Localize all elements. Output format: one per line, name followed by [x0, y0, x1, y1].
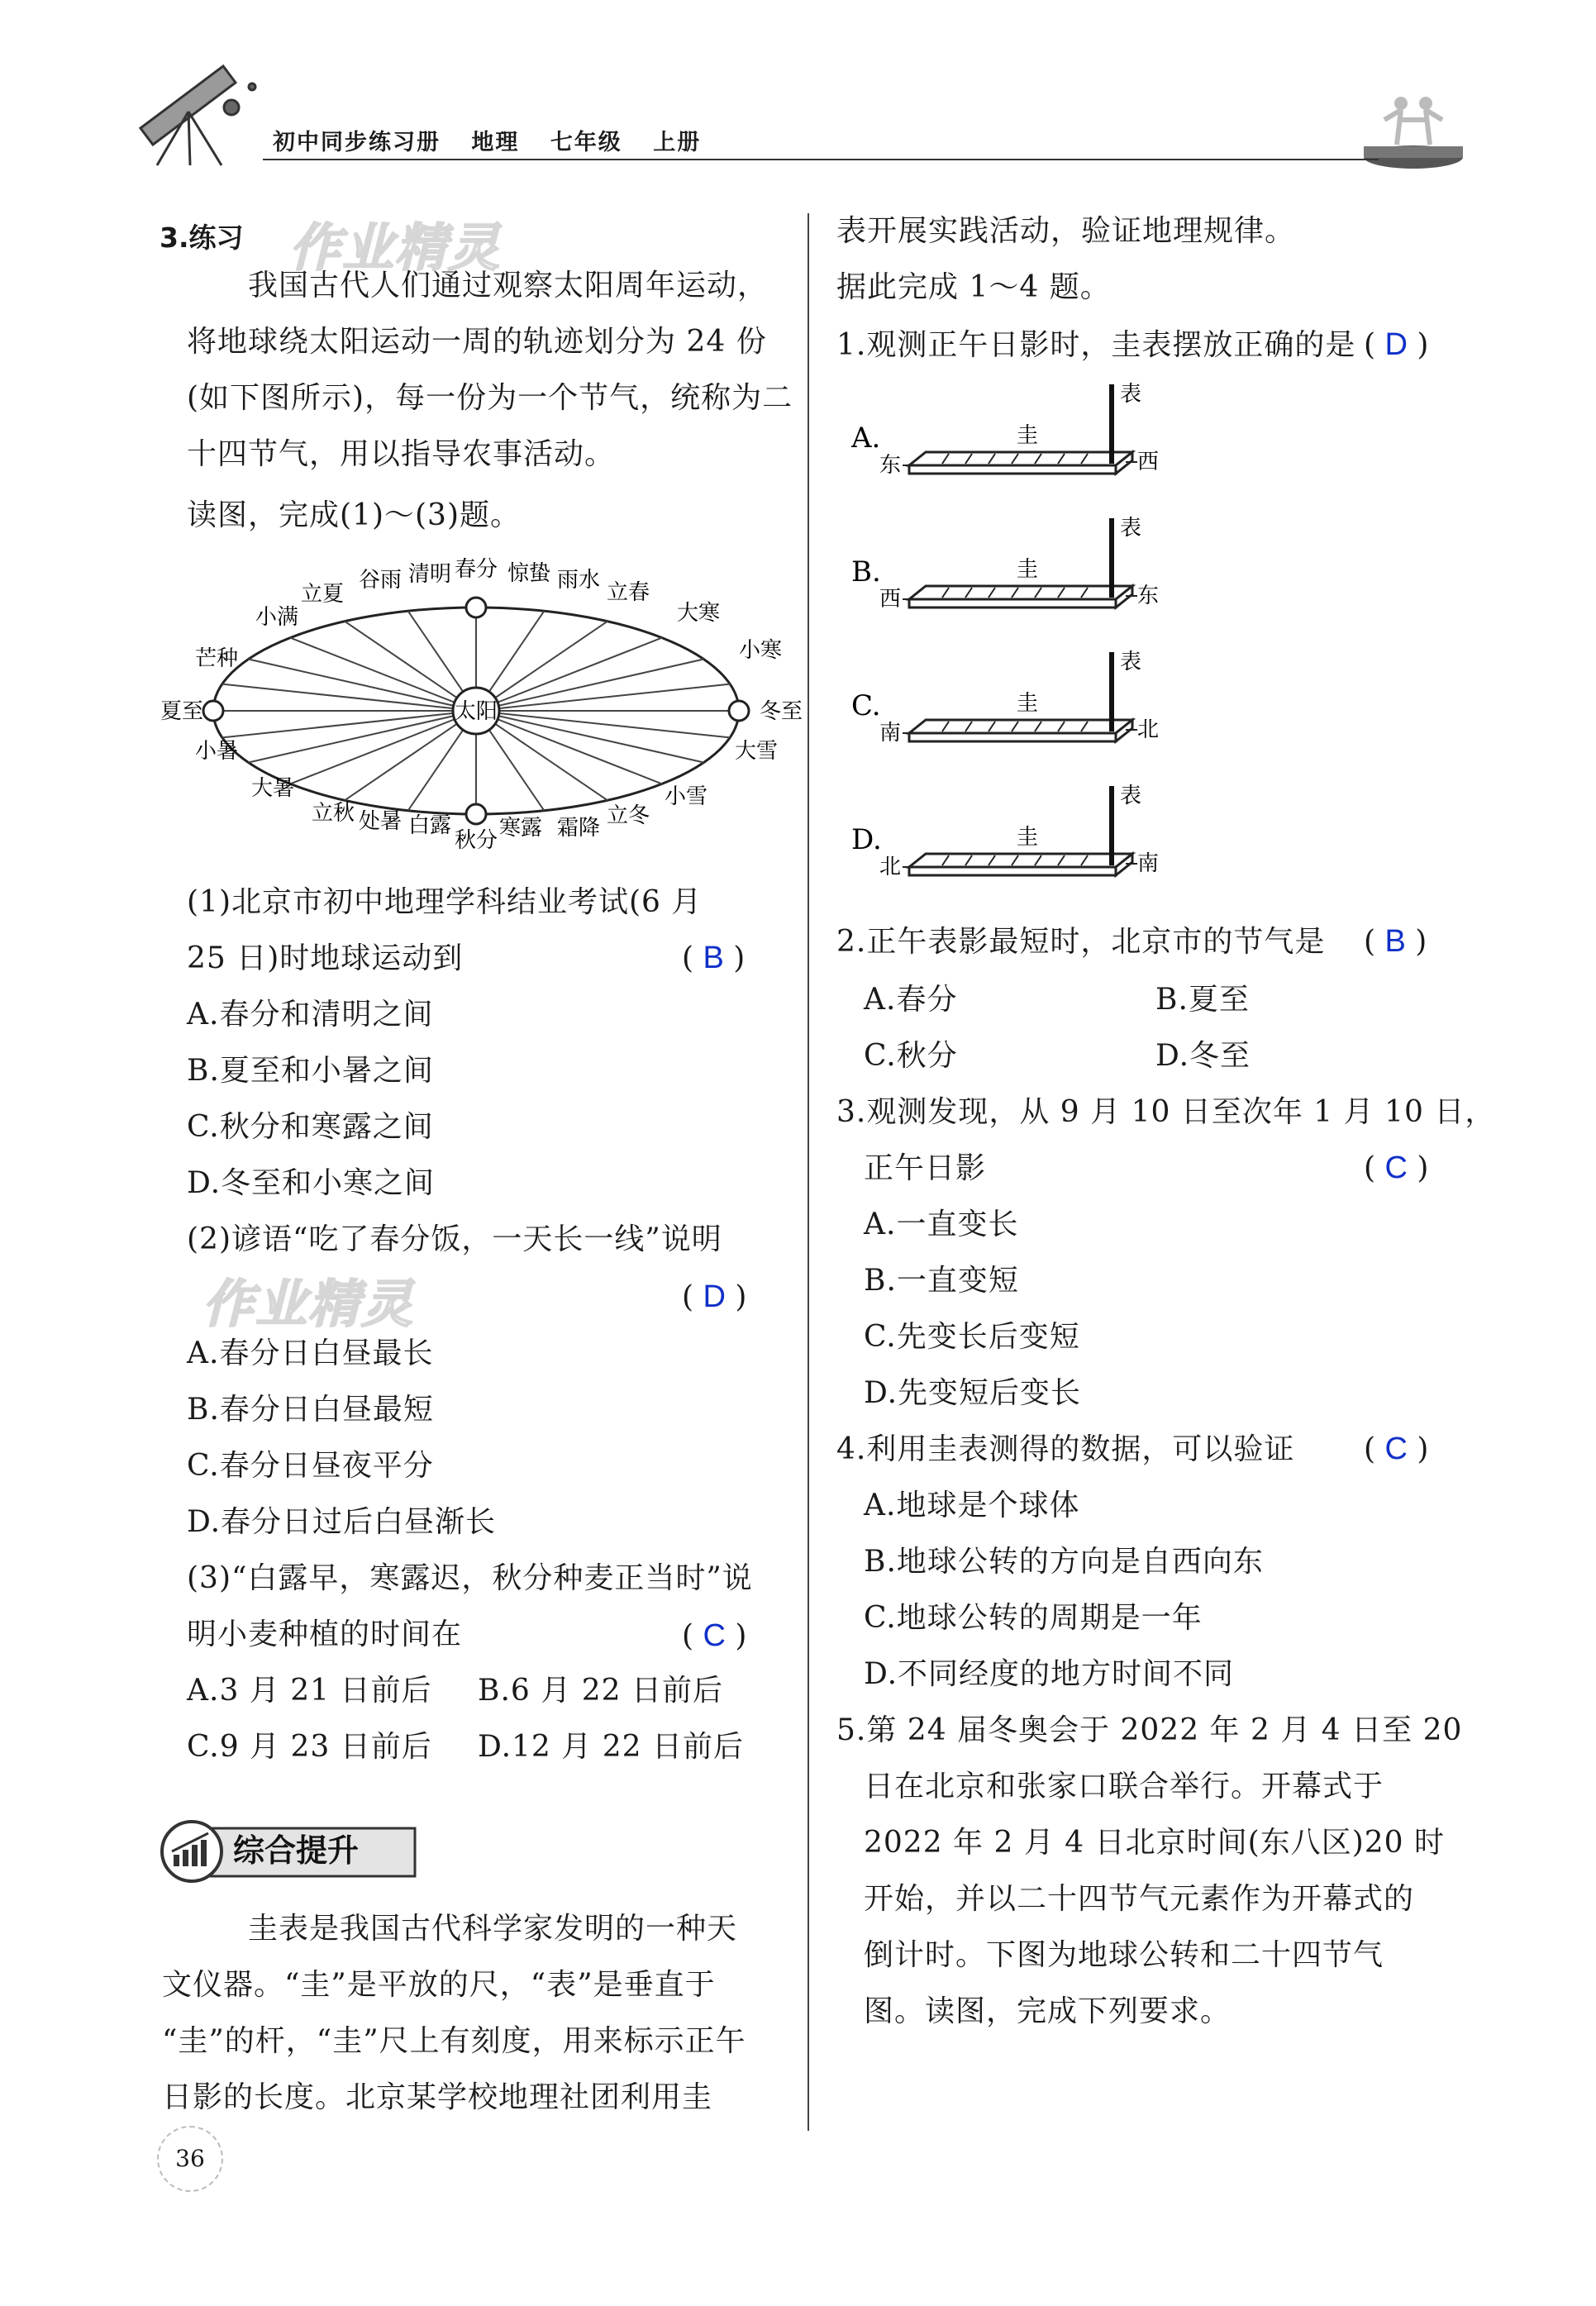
term-label: 立冬 [606, 803, 650, 828]
right-q5-line-4: 开始，并以二十四节气元素作为开幕式的 [864, 1882, 1415, 1916]
guibiao-line-2: 文仪器。“圭”是平放的尺，“表”是垂直于 [162, 1968, 716, 2002]
right-q3-option-a: A.一直变长 [864, 1208, 1019, 1241]
guibiao-line-4: 日影的长度。北京某学校地理社团利用圭 [162, 2080, 713, 2114]
left-q3-answer-paren: ( C ) [682, 1618, 747, 1653]
banner-title: 综合提升 [233, 1832, 360, 1869]
telescope-icon [141, 66, 255, 165]
left-q1-answer-paren: ( B ) [682, 941, 746, 975]
term-label: 春分 [454, 557, 498, 582]
right-q5-line-3: 2022 年 2 月 4 日北京时间(东八区)20 时 [864, 1826, 1445, 1860]
term-label: 清明 [407, 562, 452, 587]
direction-label-left: 西 [879, 587, 901, 612]
gui-label: 圭 [1017, 557, 1039, 582]
right-q3-option-c: C.先变长后变短 [864, 1320, 1080, 1354]
right-cont-line-1: 表开展实践活动，验证地理规律。 [836, 214, 1296, 248]
solar-terms-diagram [157, 554, 810, 868]
page-number: 36 [157, 2126, 223, 2192]
term-label: 霜降 [556, 816, 601, 841]
biao-label: 表 [1120, 382, 1142, 407]
gui-label: 圭 [1017, 691, 1039, 716]
term-label: 小寒 [738, 638, 783, 663]
term-label: 小暑 [194, 739, 239, 764]
setup-letter: D. [851, 823, 882, 856]
term-label: 大雪 [734, 739, 779, 764]
right-q3-line-2: 正午日影 [864, 1151, 987, 1185]
gui-plank-side [909, 733, 1116, 741]
right-q4-stem: 4.利用圭表测得的数据，可以验证 [836, 1432, 1295, 1466]
biao-label: 表 [1120, 784, 1142, 808]
setup-letter: C. [851, 689, 881, 722]
header-rule [263, 159, 1379, 160]
direction-label-right: 北 [1137, 717, 1160, 742]
right-q3-line-1: 3.观测发现，从 9 月 10 日至次年 1 月 10 日， [836, 1095, 1496, 1129]
left-q3-line-1: (3)“白露早，寒露迟，秋分种麦正当时”说 [187, 1561, 753, 1595]
left-q3-option-a: A.3 月 21 日前后 [187, 1674, 432, 1708]
right-q3-answer: C [1384, 1151, 1408, 1185]
left-q2-answer-paren: ( D ) [682, 1279, 747, 1314]
term-label: 大暑 [250, 776, 295, 801]
gui-plank-side [909, 599, 1116, 607]
right-q4-option-b: B.地球公转的方向是自西向东 [864, 1545, 1264, 1579]
right-q2-option-d: D.冬至 [1155, 1039, 1251, 1073]
right-q4-option-a: A.地球是个球体 [864, 1489, 1080, 1522]
right-q4-option-c: C.地球公转的周期是一年 [864, 1601, 1203, 1635]
right-q3-option-b: B.一直变短 [864, 1264, 1019, 1298]
biao-label: 表 [1120, 650, 1142, 674]
intro-line-1: 我国古代人们通过观察太阳周年运动， [248, 269, 769, 303]
left-q2-option-a: A.春分日白昼最长 [187, 1336, 434, 1370]
dancers-icon [1364, 97, 1463, 169]
column-divider [808, 213, 809, 2131]
right-q2-option-a: A.春分 [864, 983, 958, 1017]
left-q1-option-d: D.冬至和小寒之间 [187, 1166, 436, 1200]
right-q1-answer: D [1384, 327, 1408, 362]
direction-label-left: 南 [879, 721, 901, 746]
grade-name: 七年级 [550, 130, 622, 155]
sun-label: 太阳 [454, 699, 498, 724]
right-q1-answer-paren: ( D ) [1364, 327, 1429, 362]
right-q4-answer: C [1384, 1432, 1408, 1466]
section-banner [157, 1818, 422, 1883]
direction-label-left: 东 [879, 453, 901, 478]
right-q3-answer-paren: ( C ) [1364, 1151, 1429, 1185]
left-q1-line-1: (1)北京市初中地理学科结业考试(6 月 [187, 885, 703, 919]
right-q5-line-5: 倒计时。下图为地球公转和二十四节气 [864, 1938, 1384, 1972]
right-q5-line-1: 5.第 24 届冬奥会于 2022 年 2 月 4 日至 20 [836, 1713, 1463, 1747]
gui-plank-side [909, 465, 1116, 474]
term-label: 白露 [407, 813, 452, 838]
left-q2-option-d: D.春分日过后白昼渐长 [187, 1505, 497, 1539]
right-q4-option-d: D.不同经度的地方时间不同 [864, 1657, 1235, 1691]
left-q3-option-c: C.9 月 23 日前后 [187, 1730, 432, 1764]
left-q2-stem: (2)谚语“吃了春分饭，一天长一线”说明 [187, 1222, 722, 1256]
left-q3-option-d: D.12 月 22 日前后 [478, 1730, 744, 1764]
term-spoke [222, 711, 476, 737]
gui-label: 圭 [1017, 423, 1039, 448]
intro-line-3: (如下图所示)，每一份为一个节气，统称为二 [187, 381, 793, 415]
term-label: 小满 [255, 605, 299, 630]
term-label: 谷雨 [358, 568, 403, 593]
left-q1-answer: B [703, 941, 724, 975]
term-label: 芒种 [194, 646, 239, 671]
earth-spring [466, 598, 486, 617]
direction-label-right: 南 [1137, 851, 1160, 876]
series-name: 初中同步练习册 [273, 130, 441, 155]
right-q5-line-2: 日在北京和张家口联合举行。开幕式于 [864, 1770, 1384, 1803]
left-q3-line-2: 明小麦种植的时间在 [187, 1618, 463, 1651]
term-label: 大寒 [676, 601, 721, 626]
left-q3-answer: C [703, 1618, 726, 1653]
term-spoke [476, 684, 730, 711]
right-q2-answer: B [1384, 924, 1406, 959]
watermark-top: 作业精灵 [289, 217, 502, 278]
left-q1-option-c: C.秋分和寒露之间 [187, 1110, 434, 1144]
right-q3-option-d: D.先变短后变长 [864, 1376, 1082, 1410]
gui-plank-side [909, 867, 1116, 875]
left-q2-option-b: B.春分日白昼最短 [187, 1393, 434, 1427]
gnomon-diagrams [851, 376, 1232, 905]
term-label: 立秋 [311, 801, 355, 826]
right-q2-stem: 2.正午表影最短时，北京市的节气是 [836, 925, 1326, 959]
left-q2-option-c: C.春分日昼夜平分 [187, 1449, 434, 1483]
term-label: 立春 [606, 580, 650, 605]
earth-winter [729, 701, 749, 721]
watermark-mid: 作业精灵 [202, 1274, 415, 1334]
term-label: 冬至 [759, 699, 803, 724]
setup-letter: B. [851, 555, 881, 588]
direction-label-left: 北 [879, 855, 901, 879]
left-q1-option-a: A.春分和清明之间 [187, 998, 434, 1032]
section-label: 3.练习 [160, 222, 244, 254]
right-q2-answer-paren: ( B ) [1364, 924, 1427, 959]
setup-letter: A. [851, 422, 881, 455]
header-title [273, 124, 722, 156]
direction-label-right: 东 [1137, 584, 1160, 608]
intro-line-4: 十四节气，用以指导农事活动。 [187, 437, 616, 471]
left-q1-line-2: 25 日)时地球运动到 [187, 941, 464, 975]
earth-summer [203, 701, 223, 721]
right-cont-line-2: 据此完成 1～4 题。 [836, 270, 1111, 304]
guibiao-line-3: “圭”的杆，“圭”尺上有刻度，用来标示正午 [162, 2024, 746, 2058]
term-label: 小雪 [664, 784, 708, 809]
term-label: 秋分 [454, 828, 498, 853]
left-q3-option-b: B.6 月 22 日前后 [478, 1674, 723, 1708]
term-label: 处暑 [358, 809, 403, 834]
term-label: 惊蛰 [507, 561, 551, 586]
right-q2-option-c: C.秋分 [864, 1039, 958, 1073]
term-label: 雨水 [556, 568, 601, 593]
term-spoke [476, 711, 730, 737]
intro-line-2: 将地球绕太阳运动一周的轨迹划分为 24 份 [187, 325, 767, 359]
term-spoke [222, 684, 476, 711]
gui-label: 圭 [1017, 825, 1039, 850]
volume-name: 上册 [653, 130, 702, 155]
left-q2-answer: D [703, 1279, 726, 1314]
direction-label-right: 西 [1137, 450, 1160, 474]
term-label: 夏至 [160, 699, 204, 724]
earth-autumn [466, 804, 486, 824]
term-label: 寒露 [498, 816, 543, 841]
guibiao-line-1: 圭表是我国古代科学家发明的一种天 [248, 1912, 738, 1946]
intro-line-5: 读图，完成(1)～(3)题。 [187, 498, 521, 532]
right-q5-line-6: 图。读图，完成下列要求。 [864, 1994, 1232, 2028]
biao-label: 表 [1120, 516, 1142, 541]
subject-name: 地理 [471, 130, 520, 155]
left-q1-option-b: B.夏至和小暑之间 [187, 1054, 434, 1088]
right-q2-option-b: B.夏至 [1155, 983, 1250, 1017]
right-q1-stem: 1.观测正午日影时，圭表摆放正确的是 [836, 328, 1356, 362]
term-label: 立夏 [300, 582, 345, 607]
right-q4-answer-paren: ( C ) [1364, 1432, 1429, 1466]
